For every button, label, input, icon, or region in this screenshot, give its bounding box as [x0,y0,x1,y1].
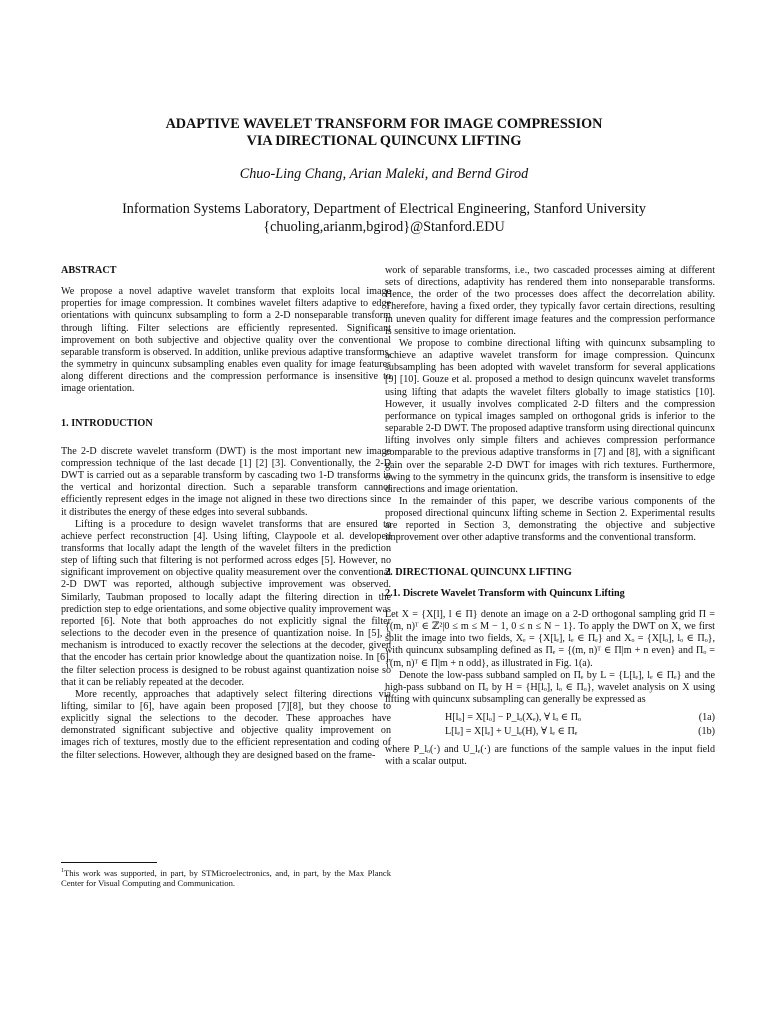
title-line-2: VIA DIRECTIONAL QUINCUNX LIFTING [246,133,522,149]
equation-1a-number: (1a) [698,712,715,724]
affiliation: Information Systems Laboratory, Department of Electrical Engineering, Stanford University [122,201,646,217]
equation-1a [385,711,715,725]
paper-title [0,116,768,150]
email: {chuoling,arianm,bgirod}@Stanford.EDU [263,219,505,235]
abstract-heading: ABSTRACT [61,265,117,276]
intro-paragraph-1: The 2-D discrete wavelet transform (DWT) is the most important new image compression technique of the last decade [1] [2] [3]. Conventionally, the 2-D DWT is carried out as a separable transform by cascading two 1-D transforms in the vertical and horizontal direction. Such a separable transform cannot efficiently represent edges in the image not aligned in these two directions since it distributes the energy of these edges into several subbands. [61,445,391,518]
title-line-1: ADAPTIVE WAVELET TRANSFORM FOR IMAGE COMPRESSION [165,116,603,132]
right-paragraph-3: In the remainder of this paper, we describe various components of the proposed directional quincunx lifting scheme in Section 2. Experimental results are reported in Section 3, demonstrating the objective and subjective improvement over other adaptive transforms and the conventional transform. [385,495,715,544]
section-2-1-paragraph-1: Let X = {X[l], l ∈ Π} denote an image on a 2-D orthogonal sampling grid Π = {(m, n)ᵀ ∈ ℤ²|0 ≤ m ≤ M − 1, 0 ≤ n ≤ N − 1}. To apply the DWT on X, we first split the image into two fields, Xₑ = {X[lₑ], lₑ ∈ Πₑ} and Xₒ = {X[lₒ], lₒ ∈ Πₒ}, with quincunx subsampling defined as Πₑ = {(m, n)ᵀ ∈ Π|m + n even} and Πₒ = {(m, n)ᵀ ∈ Π|m + n odd}, as illustrated in Fig. 1(a). [385,608,715,669]
section-2-1-paragraph-2: Denote the low-pass subband sampled on Πₑ by L = {L[lₑ], lₑ ∈ Πₑ} and the high-pass subband on Πₒ by H = {H[lₒ], lₒ ∈ Πₒ}, wavelet analysis on X using lifting with quincunx subsampling can generally be expressed as [385,669,715,705]
right-paragraph-1: work of separable transforms, i.e., two cascaded processes aiming at different sets of directions, adaptivity has rendered them into nonseparable transforms. Hence, the order of the two processes does affect the decorrelation ability. Therefore, having a fixed order, they typically favor certain directions, resulting in uneven quality for different image features and the compression performance is sensitive to image orientation. [385,265,715,337]
footnote-block [61,862,391,888]
equation-1b [385,725,715,739]
footnote-text: This work was supported, in part, by STMicroelectronics, and, in part, by the Max Planck Center for Visual Computing and Communication. [61,867,391,889]
equation-1a-body: H[lₒ] = X[lₒ] − P_lₒ(Xₑ), ∀ lₒ ∈ Πₒ [445,712,581,724]
abstract-text: We propose a novel adaptive wavelet transform that exploits local image properties for image compression. It combines wavelet filters adaptive to edge orientations with quincunx subsampling to form a 2-D nonseparable transform through lifting. Filter selections are efficiently represented. Significant improvement on both subjective and objective quality over the conventional separable transform is observed. In addition, unlike previous adaptive transforms, the symmetry in quincunx subsampling enables even quality for image features along different directions and the compression performance is insensitive to image orientation. [61,286,391,395]
affiliation-block [0,200,768,236]
equation-1b-number: (1b) [698,725,715,737]
equation-1b-body: L[lₑ] = X[lₑ] + U_lₑ(H), ∀ lₑ ∈ Πₑ [445,725,578,737]
section-2-1-paragraph-3: where P_lₒ(·) and U_lₑ(·) are functions of the sample values in the input field with a scalar output. [385,744,715,768]
authors: Chuo-Ling Chang, Arian Maleki, and Bernd Girod [239,166,529,182]
intro-paragraph-2: Lifting is a procedure to design wavelet transforms that are ensured to achieve perfect reconstruction [4]. Using lifting, Claypoole et al. developed transforms that locally adapt the length of the wavelet filters in the prediction step of lifting such that filtering is not performed across edges [5]. However, no significant improvement on objective quality measurement over the conventional 2-D DWT was reported, although subjective improvement was observed. Similarly, Taubman proposed to locally adapt the filtering direction in the prediction step to edge orientations, and some objective quality improvement was reported [6]. Note that both approaches do not explicitly signal the filter selections to the decoder even in the presence of quantization noise. In [5], a mechanism is introduced to exactly recover the selections at the decoder, given that the encoder has certain prior knowledge about the quantization noise. In [6], the filter selection process is designed to be robust against quantization noise so that it can be reliably repeated at the decoder. [61,518,391,688]
footnote-rule [61,862,157,863]
section-2-1-heading: 2.1. Discrete Wavelet Transform with Quincunx Lifting [385,587,625,599]
intro-paragraph-3: More recently, approaches that adaptively select filtering directions via lifting, similar to [6], have again been proposed [7][8], but they choose to explicitly signal the selections to the decoder. These approaches have demonstrated significant subjective and objective quality improvement on images rich of textures, mostly due to the efficient representation and coding of the filter selections. However, although they are designed based on the frame- [61,688,391,761]
footnote: $^1$This work was supported, in part, by STMicroelectronics, and, in part, by the Max Planck Center for Visual Computing and Communication. [61,867,391,889]
right-column [385,265,715,768]
introduction-heading: 1. INTRODUCTION [61,417,153,429]
section-2-heading: 2. DIRECTIONAL QUINCUNX LIFTING [385,566,572,578]
left-column [61,265,391,762]
right-paragraph-2: We propose to combine directional lifting with quincunx subsampling to achieve an adaptive wavelet transform for image compression. Quincunx subsampling has been adopted with wavelet transform for several applications [9] [10]. Gouze et al. proposed a method to design quincunx wavelet transforms using lifting that adapts the wavelet filters globally to image statistics [10]. However, it usually involves complicated 2-D filters and the compression performance on typical images sampled on orthogonal grids is inferior to the separable 2-D DWT. The proposed adaptive transform using directional quincunx lifting involves only simple filters and achieves compression performance comparable to the previous adaptive transforms in [7] and [8], with a significant gain over the separable 2-D DWT for images with rich textures. Furthermore, owing to the symmetry in the quincunx grids, the transform is insensitive to edge directions and image orientation. [385,337,715,495]
